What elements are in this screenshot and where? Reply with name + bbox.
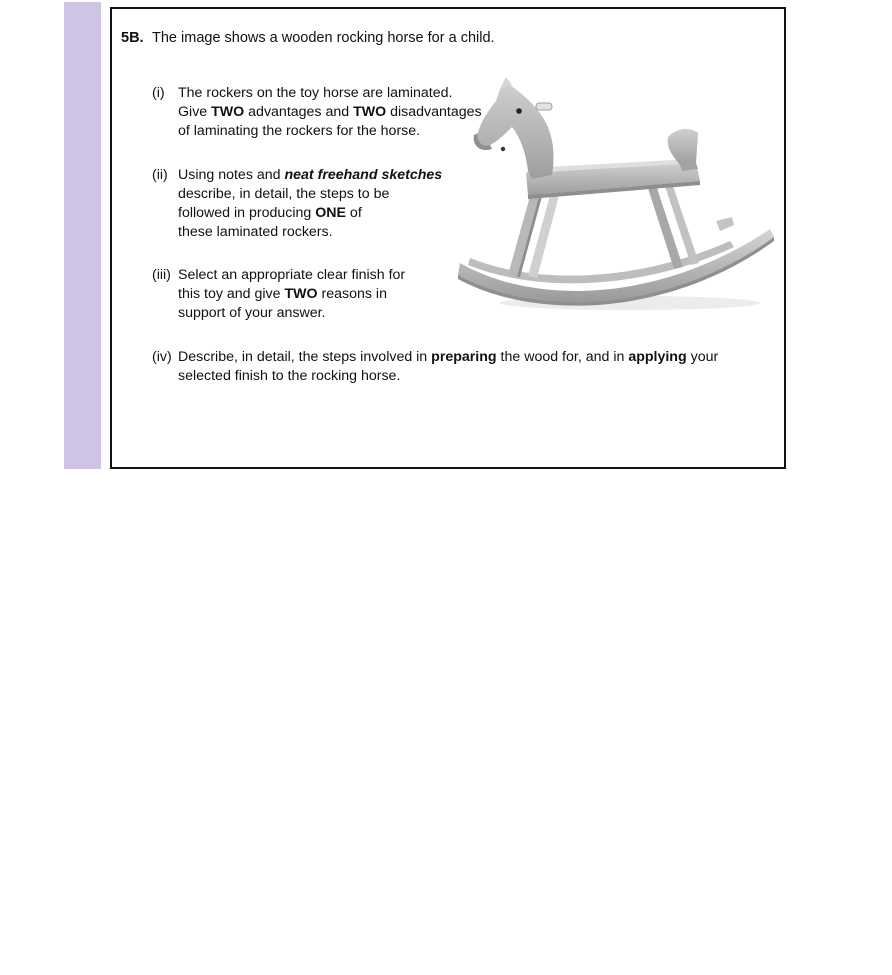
part-iv-line-2: selected finish to the rocking horse. <box>178 368 401 384</box>
part-iv <box>152 348 718 386</box>
part-iii <box>152 266 405 323</box>
part-i-line-1: The rockers on the toy horse are laminated. <box>178 85 453 101</box>
part-iv-numeral: (iv) <box>152 349 172 365</box>
part-i-line-2: Give TWO advantages and TWO disadvantages <box>178 104 482 120</box>
part-ii <box>152 166 442 242</box>
part-i-line-3: of laminating the rockers for the horse. <box>178 123 421 139</box>
part-iii-line-1: Select an appropriate clear finish for <box>178 267 406 283</box>
question-header <box>121 29 495 48</box>
part-ii-line-2: describe, in detail, the steps to be <box>178 186 390 202</box>
part-ii-line-3: followed in producing ONE of <box>178 205 362 221</box>
section-sidebar-accent <box>64 2 101 469</box>
part-iv-line-1: Describe, in detail, the steps involved in preparing the wood for, and in applying your <box>178 349 719 365</box>
part-iii-numeral: (iii) <box>152 267 171 283</box>
rocking-horse-image <box>440 71 776 321</box>
part-i <box>152 84 482 141</box>
part-ii-numeral: (ii) <box>152 167 168 183</box>
part-ii-line-1: Using notes and neat freehand sketches <box>178 167 443 183</box>
part-ii-line-4: these laminated rockers. <box>178 224 333 240</box>
part-iii-line-3: support of your answer. <box>178 305 326 321</box>
part-iii-line-2: this toy and give TWO reasons in <box>178 286 387 302</box>
part-i-numeral: (i) <box>152 85 165 101</box>
question-intro: The image shows a wooden rocking horse for a child. <box>152 30 495 46</box>
question-number: 5B. <box>121 30 144 46</box>
question-box <box>110 7 786 469</box>
